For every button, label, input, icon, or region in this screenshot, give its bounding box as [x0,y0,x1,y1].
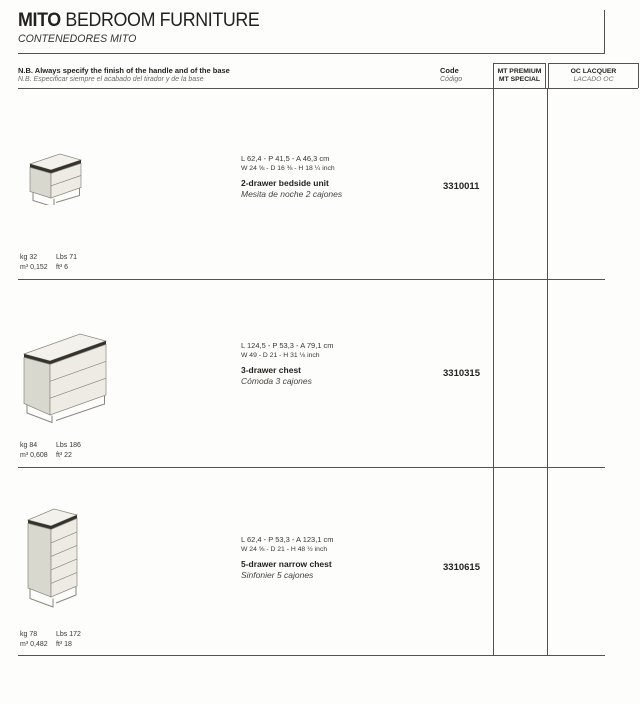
oc-column-header [548,63,639,88]
product-weights [20,441,92,460]
oc-header-line2: LACADO OC [573,76,614,83]
dimensions-inch: W 24 ⅝ - D 16 ⅜ - H 18 ¼ inch [241,165,335,172]
dimensions-inch: W 24 ⅝ - D 21 - H 48 ½ inch [241,546,328,553]
page-title-rest: BEDROOM FURNITURE [60,10,260,31]
volume-line [20,263,92,273]
header-note-en: N.B. Always specify the finish of the handle and of the base [18,66,230,75]
product-weights [20,630,92,649]
dimensions-cm: L 62,4 - P 41,5 - A 46,3 cm [241,154,330,163]
oc-column-line [547,88,548,655]
product-code: 3310011 [443,181,480,192]
weight-kg: kg 32 [20,254,38,261]
weight-kg: kg 84 [20,442,38,449]
volume-ft3: ft³ 6 [56,263,69,271]
product-illustration-5-drawer-narrow-chest [24,505,82,617]
product-weights [20,253,92,272]
product-code: 3310315 [443,368,480,379]
product-illustration-3-drawer-chest [20,329,110,429]
product-illustration-bedside-unit [24,151,84,205]
volume-line [20,451,92,461]
product-name-es: Sinfonier 5 cajones [241,570,314,580]
table-bottom-line [18,655,605,656]
header-underline [18,88,638,89]
weight-line [20,630,92,640]
row-separator-1 [18,279,605,280]
volume-m3: m³ 0,482 [20,640,48,648]
weight-line [20,253,92,263]
product-name-en: 2-drawer bedside unit [241,178,329,188]
volume-ft3: ft³ 22 [56,451,72,459]
dimensions-cm: L 62,4 - P 53,3 - A 123,1 cm [241,535,334,544]
weight-lbs: Lbs 71 [56,254,78,261]
code-column-header [440,66,462,84]
mt-header-line1: MT PREMIUM [497,67,542,75]
weight-kg: kg 78 [20,631,38,638]
front-face [51,518,77,597]
code-header-en: Code [440,66,459,75]
header-note [18,66,418,84]
volume-m3: m³ 0,608 [20,451,48,459]
mt-column-header [493,63,546,88]
header-note-es: N.B. Especificar siempre el acabado del tirador y de la base [18,76,204,83]
product-name-es: Cómoda 3 cajones [241,376,312,386]
product-name-en: 3-drawer chest [241,365,301,375]
page-subtitle: CONTENEDORES MITO [18,33,137,45]
volume-m3: m³ 0,152 [20,263,48,271]
product-name-es: Mesita de noche 2 cajones [241,189,343,199]
weight-lbs: Lbs 172 [56,631,81,638]
side-face [24,357,50,415]
product-info [241,534,431,581]
dimensions-inch: W 49 - D 21 - H 31 ⅛ inch [241,352,320,359]
weight-line [20,441,92,451]
row-separator-2 [18,467,605,468]
page-title [18,10,569,32]
volume-line [20,640,92,650]
product-info [241,340,431,387]
page-title-brand: MITO [18,10,61,31]
title-block [18,10,605,54]
mt-header-line2: MT SPECIAL [498,76,541,83]
volume-ft3: ft³ 18 [56,640,72,648]
product-code: 3310615 [443,562,480,573]
mt-column-line [493,88,494,655]
code-header-es: Código [440,76,463,83]
weight-lbs: Lbs 186 [56,442,81,449]
side-face [28,523,51,597]
dimensions-cm: L 124,5 - P 53,3 - A 79,1 cm [241,341,334,350]
oc-header-line1: OC LACQUER [570,67,617,75]
product-info [241,153,431,200]
product-name-en: 5-drawer narrow chest [241,559,332,569]
